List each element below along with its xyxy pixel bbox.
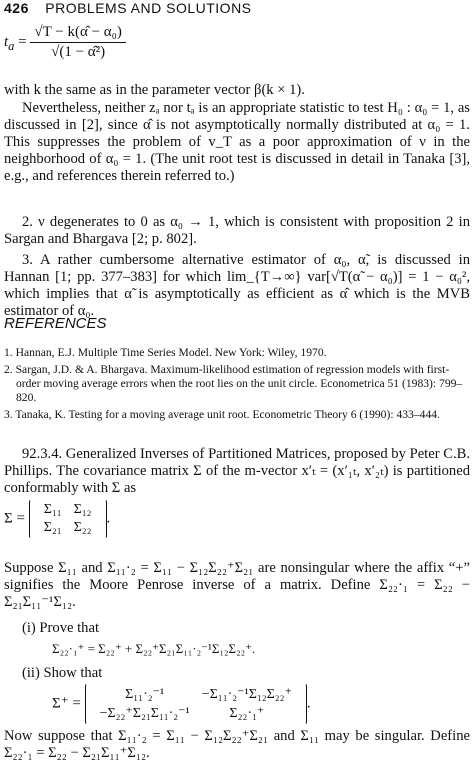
paragraph-2: Nevertheless, neither zₐ nor tₐ is an appropriate statistic to test H₀ : α₀ = 1, as discussed in [2], since α̂ is not asymptotically normally distributed at α₀ = 1. This suppresses the problem of v_T as a poor approximation of ν in the neighborhood of α₀ = 1. (The unit root test is discussed in detail in Tanaka [3], e.g., and references therein referred to.) [4, 100, 470, 184]
matrix-cell: −Σ₂₂⁺Σ₂₁Σ₁₁·₂⁻¹ [99, 706, 190, 721]
reference-item: 1. Hannan, E.J. Multiple Time Series Model. New York: Wiley, 1970. [4, 346, 327, 359]
equation-lhs: t [4, 33, 9, 50]
paragraph-3: 2. ν degenerates to 0 as α₀ → 1, which is consistent with proposition 2 in Sargan and Bhargava [2; p. 802]. [4, 214, 470, 247]
equation-lhs-sub: a [8, 38, 15, 53]
sigma-plus-matrix [85, 684, 307, 724]
part-i-equation: Σ₂₂·₁⁺ = Σ₂₂⁺ + Σ₂₂⁺Σ₂₁Σ₁₁·₂⁻¹Σ₁₂Σ₂₂⁺. [52, 641, 256, 656]
sigma-lhs: Σ = [4, 510, 25, 527]
matrix-cell: Σ₁₁ [43, 502, 62, 517]
sigma-definition: Σ = Σ₁₁ Σ₁₂ Σ₂₁ Σ₂₂ . [4, 500, 110, 538]
part-i-label: (i) Prove that [22, 620, 100, 636]
reference-item: 3. Tanaka, K. Testing for a moving average unit root. Econometric Theory 6 (1990): 433–444. [4, 408, 440, 421]
matrix-cell: Σ₂₂ [73, 520, 92, 535]
matrix-cell: Σ₁₂ [73, 502, 92, 517]
page-number: 426 [4, 0, 29, 16]
paragraph-1: with k the same as in the parameter vector β(k × 1). [4, 82, 305, 98]
matrix-cell: Σ₂₁ [43, 520, 62, 535]
part-ii-label: (ii) Show that [22, 665, 103, 681]
suppose-paragraph: Suppose Σ₁₁ and Σ₁₁·₂ = Σ₁₁ − Σ₁₂Σ₂₂⁺Σ₂₁ are nonsingular where the affix “+” signifies the Moore Penrose inverse of a matrix. Define Σ₂₂·₁ = Σ₂₂ − Σ₂₁Σ₁₁⁻¹Σ₁₂. [4, 560, 470, 610]
equation-t-a: $t_a$ = $\frac{\text{√T − k(α̂ − α₀)}}{\text{√(1 − α̂²)}}$ [4, 24, 126, 61]
matrix-cell: Σ₂₂·₁⁺ [229, 706, 265, 721]
equation-fraction [30, 24, 125, 61]
now-suppose-paragraph: Now suppose that Σ₁₁·₂ = Σ₁₁ − Σ₁₂Σ₂₂⁺Σ₂₁ and Σ₁₁ may be singular. Define Σ₂₂·₁ = Σ₂₂ − Σ₂₁Σ₁₁⁺Σ₁₂. [4, 728, 470, 761]
sigma-plus-definition: Σ⁺ = Σ₁₁·₂⁻¹ −Σ₁₁·₂⁻¹Σ₁₂Σ₂₂⁺ −Σ₂₂⁺Σ₂₁Σ₁₁·₂⁻¹ Σ₂₂·₁⁺ . [52, 684, 311, 724]
running-title: PROBLEMS AND SOLUTIONS [45, 0, 252, 16]
equation-denominator: √(1 − α̂²) [51, 44, 106, 60]
sigma-matrix [29, 500, 107, 538]
references-heading: REFERENCES [4, 315, 107, 332]
matrix-cell: −Σ₁₁·₂⁻¹Σ₁₂Σ₂₂⁺ [201, 687, 292, 702]
matrix-cell: Σ₁₁·₂⁻¹ [125, 687, 165, 702]
paragraph-4: 3. A rather cumbersome alternative estimator of α₀, α̃, is discussed in Hannan [1; pp. 377–383] for which lim_{T→∞} var[√T(α̃ − α₀)] = 1 − α₀², which implies that α̃ is asymptotically as efficient as α̂ which is the MVB estimator of α₀. [4, 252, 470, 319]
reference-item: 2. Sargan, J.D. & A. Bhargava. Maximum-likelihood estimation of regression models with first-order moving average errors when the root lies on the unit circle. Econometrica 51 (1983): 799–820. [4, 363, 463, 404]
equation-numerator: √T − k(α̂ − α₀) [30, 24, 125, 43]
running-header [4, 0, 252, 16]
problem-intro: 92.3.4. Generalized Inverses of Partitioned Matrices, proposed by Peter C.B. Phillips. The covariance matrix Σ of the m-vector x′ₜ = (x′₁ₜ, x′₂ₜ) is partitioned conformably with Σ as [4, 446, 470, 496]
sigma-plus-lhs: Σ⁺ = [52, 695, 81, 712]
